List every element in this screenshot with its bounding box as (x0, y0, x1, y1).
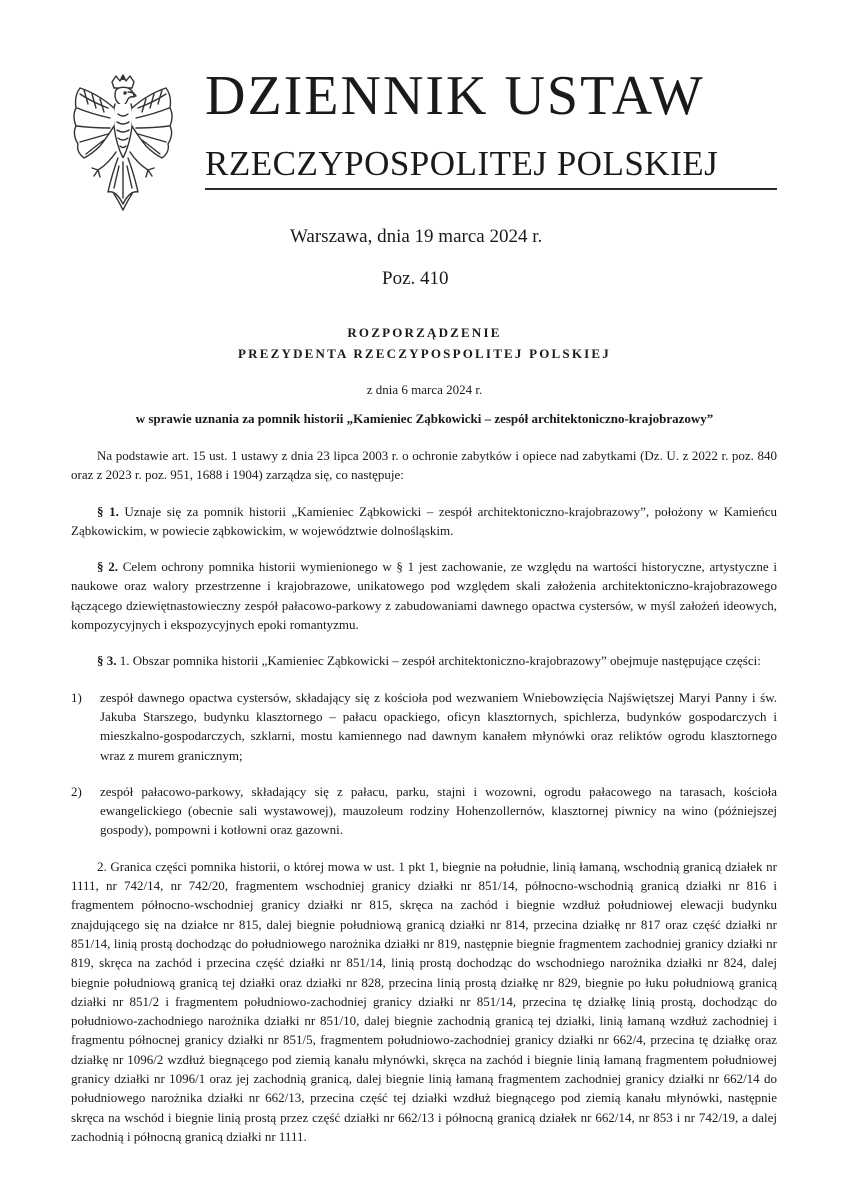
act-date: z dnia 6 marca 2024 r. (366, 382, 483, 397)
act-subject: w sprawie uznania za pomnik historii „Kamieniec Ząbkowicki – zespół architektoniczno-krajobrazowy” (135, 411, 714, 426)
section-1 (71, 502, 777, 541)
list-item-number: 2) (71, 783, 82, 799)
list-item-text: zespół dawnego opactwa cystersów, składający się z kościoła pod wezwaniem Wniebowzięcia Najświętszej Maryi Panny i św. Jakuba Starszego, budynku klasztornego – pałacu opackiego, oficyn klasztornych, spichlerza, budynków gospodarczych i mieszkalno-gospodarczych, szklarni, mostu kamiennego nad dawnym kanałem młynówki oraz reliktów ogrodu klasztornego wraz z murem granicznym; (100, 689, 777, 763)
journal-subtitle: RZECZYPOSPOLITEJ POLSKIEJ (205, 144, 719, 183)
masthead-divider (205, 188, 777, 190)
section-2-mark: § 2. (97, 559, 118, 575)
section-1-text: Uznaje się za pomnik historii „Kamieniec Ząbkowicki – zespół architektoniczno-krajobrazowy”, położony w Kamieńcu Ząbkowickim, w powiecie ząbkowickim, w województwie dolnośląskim. (71, 503, 777, 538)
publication-date: Warszawa, dnia 19 marca 2024 r. (290, 226, 543, 247)
section-2 (71, 557, 777, 634)
section-3 (71, 651, 777, 670)
section-3-mark: § 3. (97, 653, 117, 669)
preamble: Na podstawie art. 15 ust. 1 ustawy z dnia 23 lipca 2003 r. o ochronie zabytków i opiece nad zabytkami (Dz. U. z 2022 r. poz. 840 oraz z 2023 r. poz. 951, 1688 i 1904) zarządza się, co następuje: (71, 448, 777, 483)
list-item (71, 688, 777, 765)
list-item-text: zespół pałacowo-parkowy, składający się z pałacu, parku, stajni i wozowni, ogrodu pałacowego na tarasach, kościoła ewangelickiego (obecnie sali wystawowej), mauzoleum rodziny Hohenzollernów, klasztornej piwnicy na wino (późniejszej gospody), pompowni i kotłowni oraz gazowni. (100, 783, 777, 838)
act-issuer: PREZYDENTA RZECZYPOSPOLITEJ POLSKIEJ (238, 346, 611, 361)
section-3-text: 1. Obszar pomnika historii „Kamieniec Ząbkowicki – zespół architektoniczno-krajobrazowy” obejmuje następujące części: (119, 653, 761, 669)
masthead (62, 52, 777, 202)
section-1-mark: § 1. (97, 503, 119, 519)
act-type: ROZPORZĄDZENIE (347, 325, 502, 340)
position-number: Poz. 410 (382, 268, 449, 289)
journal-title: DZIENNIK USTAW (205, 65, 705, 127)
section-3-paragraph-2: 2. Granica części pomnika historii, o której mowa w ust. 1 pkt 1, biegnie na południe, linią łamaną, wschodnią granicą działek nr 1111, nr 742/14, nr 742/20, fragmentem wschodniej granicy działki nr 851/14, północno-wschodnią granicą działki nr 816 i fragmentem północno-wschodniej granicy działki nr 815, skręca na zachód i biegnie wzdłuż południowej elewacji budynku znajdującego się na działce nr 815, dalej biegnie południową granicą działki nr 814, przecina działkę nr 817 oraz część działki nr 851/14, linią prostą dochodząc do południowego narożnika działki nr 819, następnie biegnie fragmentem zachodniej granicy działki nr 819, skręca na zachód i przecina część działki nr 851/14, linią prostą dochodząc do wschodniego narożnika działki nr 824, dalej biegnie południową granicą tej działki oraz działki nr 828, przecina linią prostą działkę nr 829, biegnie po łuku południową granicą działki nr 851/2 i fragmentem południowo-zachodniej granicy działki nr 851/14, przecina tę działkę linią prostą, dochodząc do południowo-zachodniego narożnika działki nr 851/10, dalej biegnie zachodnią granicą tej działki, linią łamaną wzdłuż zachodniej i fragmentu północnej granicy działki nr 851/5, fragmentem południowo-zachodniej granicy działki nr 662/4, przecina tę działkę oraz działkę nr 1096/2 wzdłuż biegnącego pod ziemią kanału młynówki, skręca na zachód i biegnie linią łamaną fragmentem południowej granicy działki nr 1096/1 oraz jej zachodnią granicą, dalej biegnie linią łamaną fragmentem zachodniej granicy działki nr 662/14 do południowego narożnika działki nr 662/13, przecina część tej działki wzdłuż biegnącego pod ziemią kanału młynówki, następnie skręca na wschód i biegnie linią prostą przez część działki nr 662/13 i północną granicą działek nr 662/14, nr 853 i nr 742/19, a dalej zachodnią i północną granicą działki nr 1111. (71, 858, 777, 1144)
polish-eagle-emblem-icon (68, 74, 178, 212)
list-item-number: 1) (71, 689, 82, 705)
list-item (71, 782, 777, 840)
section-2-text: Celem ochrony pomnika historii wymienionego w § 1 jest zachowanie, ze względu na wartości historyczne, artystyczne i naukowe oraz walory przestrzenne i krajobrazowe, unikatowego pod względem skali założenia architektoniczno-krajobrazowego łączącego dziewiętnastowieczny zespół pałacowo-parkowy z zabudowaniami dawnego opactwa cystersów, w myśl założeń ideowych, kompozycyjnych i ekspozycyjnych epoki romantyzmu. (71, 559, 778, 633)
act-body (71, 446, 777, 1163)
